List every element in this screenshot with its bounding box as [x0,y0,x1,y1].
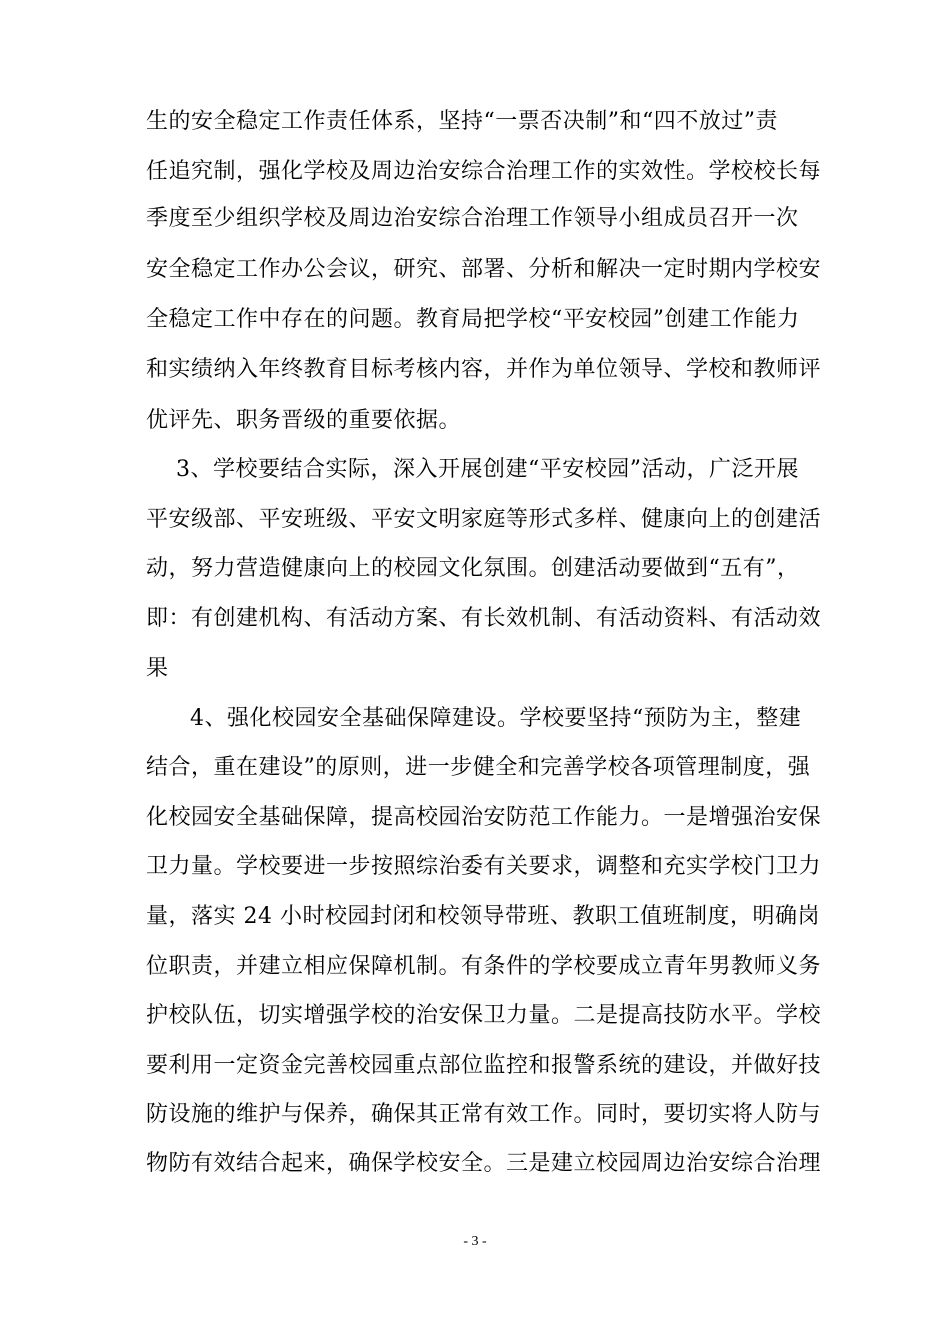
text-line: 果 [146,656,169,681]
text-line: 卫力量。学校要进一步按照综治委有关要求，调整和充实学校门卫力 [146,854,822,879]
text-line: 优评先、职务晋级的重要依据。 [146,408,462,433]
text-line: 结合，重在建设”的原则，进一步健全和完善学校各项管理制度，强 [146,755,811,780]
text-line: 位职责，并建立相应保障机制。有条件的学校要成立青年男教师义务 [146,954,822,979]
text-line: 要利用一定资金完善校园重点部位监控和报警系统的建设，并做好技 [146,1053,822,1078]
text-line: 生的安全稳定工作责任体系，坚持“一票否决制”和“四不放过”责 [146,109,778,134]
text-line: 物防有效结合起来，确保学校安全。三是建立校园周边治安综合治理 [146,1151,822,1176]
text-line: 防设施的维护与保养，确保其正常有效工作。同时，要切实将人防与 [146,1102,822,1127]
text-line: 安全稳定工作办公会议，研究、部署、分析和解决一定时期内学校安 [146,257,822,282]
text-line: 全稳定工作中存在的问题。教育局把学校“平安校园”创建工作能力 [146,307,800,332]
text-line: 季度至少组织学校及周边治安综合治理工作领导小组成员召开一次 [146,206,799,231]
paragraph-3-first-line: 3、学校要结合实际，深入开展创建“平安校园”活动，广泛开展 [176,457,799,482]
text-line: 护校队伍，切实增强学校的治安保卫力量。二是提高技防水平。学校 [146,1003,822,1028]
page-number: - 3 - [463,1234,487,1249]
text-line: 量，落实 24 小时校园封闭和校领导带班、教职工值班制度，明确岗 [146,904,820,929]
text-line: 化校园安全基础保障，提高校园治安防范工作能力。一是增强治安保 [146,805,822,830]
text-line: 和实绩纳入年终教育目标考核内容，并作为单位领导、学校和教师评 [146,357,822,382]
text-line: 平安级部、平安班级、平安文明家庭等形式多样、健康向上的创建活 [146,507,822,532]
paragraph-4-first-line: 4、强化校园安全基础保障建设。学校要坚持“预防为主，整建 [190,706,802,731]
text-line: 即：有创建机构、有活动方案、有长效机制、有活动资料、有活动效 [146,606,822,631]
text-line: 动，努力营造健康向上的校园文化氛围。创建活动要做到“五有”， [146,556,800,581]
text-line: 任追究制，强化学校及周边治安综合治理工作的实效性。学校校长每 [146,159,822,184]
